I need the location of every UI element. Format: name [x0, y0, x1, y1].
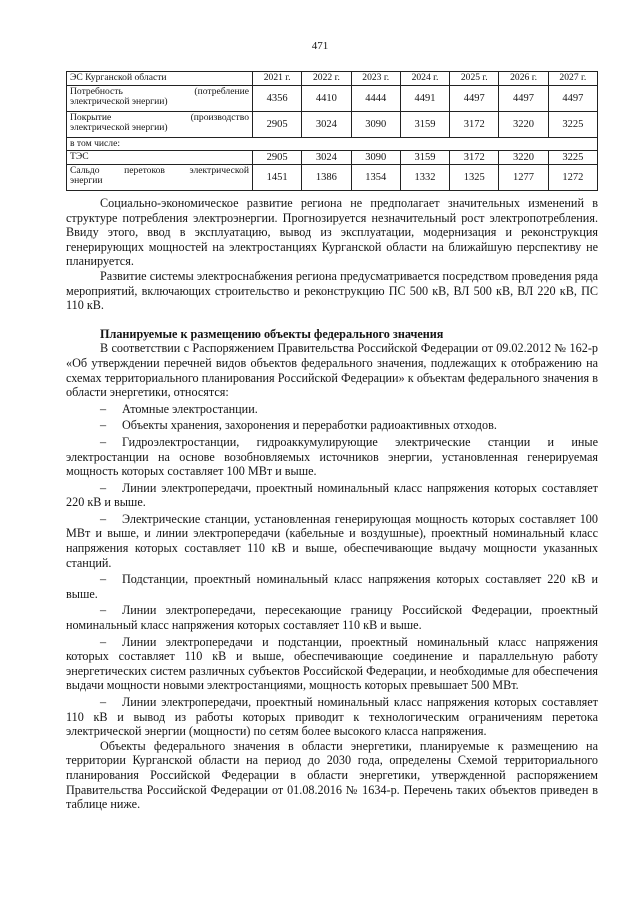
energy-balance-table: [66, 71, 598, 191]
label-part: Сальдо: [70, 165, 100, 177]
table-cell: 2905: [253, 112, 302, 138]
list-item-text: Электрические станции, установленная генерирующая мощность которых составляет 100 МВт и выше, и линии электропередачи (кабельные и воздушные), проектный номинальный класс напряжения которых составляет 110 кВ и выше, обеспечивающие выдачу мощности указанных станций.: [66, 511, 598, 570]
table-cell: 3024: [302, 151, 351, 165]
list-item-text: Линии электропередачи, проектный номинальный класс напряжения которых составляет 110 кВ и вывод из работы которых приводит к технологическим ограничениям перетока электрической энергии (мощности) по сетям более высокого класса напряжения.: [66, 695, 598, 739]
list-marker: –: [100, 634, 107, 649]
label-part: (производство: [190, 112, 249, 123]
document-body: [66, 196, 598, 812]
table-row: [67, 86, 598, 112]
table-cell: 3220: [499, 112, 548, 138]
table-cell: 4410: [302, 86, 351, 112]
table-cell: 4491: [400, 86, 449, 112]
table-row: [67, 165, 598, 191]
paragraph: Объекты федерального значения в области энергетики, планируемые к размещению на территории Курганской области на период до 2030 года, определены Схемой территориального планирования Российской Федерации в области энергетики, утвержденной распоряжением Правительства Российской Федерации от 01.08.2016 № 1634-р. Перечень таких объектов приведен в таблице ниже.: [66, 738, 598, 812]
list-item-text: Линии электропередачи, проектный номинальный класс напряжения которых составляет 220 кВ и выше.: [66, 480, 598, 510]
list-marker: –: [100, 434, 107, 449]
table-cell: 4497: [499, 86, 548, 112]
table-header-year: 2025 г.: [450, 72, 499, 86]
list-item: [66, 603, 598, 632]
table-cell: 2905: [253, 151, 302, 165]
table-row-label: [67, 86, 253, 112]
list-item: [66, 481, 598, 510]
list-item: [66, 572, 598, 601]
list-marker: –: [100, 418, 107, 433]
label-part: Потребность: [70, 86, 123, 97]
table-cell: 3159: [400, 151, 449, 165]
table-row: [67, 151, 598, 165]
federal-objects-list: [66, 402, 598, 739]
table-header-year: 2026 г.: [499, 72, 548, 86]
table-row-label: ТЭС: [67, 151, 253, 165]
list-marker: –: [100, 480, 107, 495]
list-item-text: Атомные электростанции.: [122, 401, 258, 416]
list-item-text: Линии электропередачи и подстанции, проектный номинальный класс напряжения которых составляет 110 кВ и выше, обеспечивающие соединение и параллельную работу энергетических систем различных субъектов Российской Федерации, и необходимые для обеспечения выдачи мощности новыми электростанциями, мощность которых превышает 500 МВт.: [66, 634, 598, 693]
table-row: [67, 112, 598, 138]
table-row-label: [67, 112, 253, 138]
table-cell: 3090: [351, 151, 400, 165]
table-cell: 3090: [351, 112, 400, 138]
list-item: [66, 635, 598, 693]
table-cell: 1277: [499, 165, 548, 191]
list-marker: –: [100, 401, 107, 416]
table-header-label: ЭС Курганской области: [67, 72, 253, 86]
list-item: [66, 402, 598, 417]
label-part: электрической энергии): [70, 96, 168, 108]
page-number: 471: [311, 40, 329, 52]
label-part: электрической: [189, 165, 249, 177]
table-header-year: 2023 г.: [351, 72, 400, 86]
section-heading: Планируемые к размещению объекты федерального значения: [100, 326, 444, 341]
table-cell: 3225: [548, 112, 597, 138]
table-cell: 3220: [499, 151, 548, 165]
label-part: (потребление: [194, 86, 249, 97]
table-cell: 4497: [450, 86, 499, 112]
table-header-year: 2024 г.: [400, 72, 449, 86]
table-cell: 3024: [302, 112, 351, 138]
list-item-text: Гидроэлектростанции, гидроаккумулирующие электрические станции и иные электростанции на основе возобновляемых источников энергии, установленная генерируемая мощность которых составляет 100 МВт и выше.: [66, 434, 598, 479]
table-header-year: 2027 г.: [548, 72, 597, 86]
list-marker: –: [100, 603, 107, 618]
list-marker: –: [100, 511, 107, 526]
table-cell: 3159: [400, 112, 449, 138]
table-cell: 4444: [351, 86, 400, 112]
table-row: [67, 138, 598, 151]
table-header-year: 2021 г.: [253, 72, 302, 86]
paragraph: Развитие системы электроснабжения региона предусматривается посредством проведения ряда мероприятий, включающих строительство и реконструкцию ПС 500 кВ, ВЛ 500 кВ, ВЛ 220 кВ, ПС 110 кВ.: [66, 268, 598, 313]
list-marker: –: [100, 572, 107, 587]
label-part: перетоков: [124, 165, 165, 177]
label-part: электрической энергии): [70, 122, 168, 134]
list-item: [66, 695, 598, 739]
table-row-label: в том числе:: [67, 138, 598, 151]
paragraph: В соответствии с Распоряжением Правительства Российской Федерации от 09.02.2012 № 162-р «Об утверждении перечней видов объектов федерального значения, подлежащих к отображению на схемах территориального планирования Российской Федерации» к объектам федерального значения в области энергетики, относятся:: [66, 341, 598, 400]
list-item-text: Объекты хранения, захоронения и переработки радиоактивных отходов.: [122, 418, 497, 433]
table-cell: 1451: [253, 165, 302, 191]
paragraph: Социально-экономическое развитие региона не предполагает значительных изменений в структуре потребления электроэнергии. Прогнозируется незначительный рост электропотребления. Ввиду этого, ввод в эксплуатацию, вывод из эксплуатации, модернизация и реконструкция генерирующих мощностей на электростанциях Курганской области на ближайшую перспективу не планируется.: [66, 196, 598, 269]
list-item: [66, 418, 598, 433]
table-cell: 1332: [400, 165, 449, 191]
list-marker: –: [100, 695, 107, 709]
table-header-row: [67, 72, 598, 86]
table-cell: 1354: [351, 165, 400, 191]
table-cell: 4356: [253, 86, 302, 112]
table-cell: 3172: [450, 151, 499, 165]
table-cell: 4497: [548, 86, 597, 112]
table-cell: 1272: [548, 165, 597, 191]
list-item: [66, 435, 598, 479]
list-item-text: Подстанции, проектный номинальный класс напряжения которых составляет 220 кВ и выше.: [66, 572, 598, 601]
table-header-year: 2022 г.: [302, 72, 351, 86]
table-cell: 1386: [302, 165, 351, 191]
label-part: энергии: [70, 175, 103, 187]
table-row-label: [67, 165, 253, 191]
table-cell: 1325: [450, 165, 499, 191]
list-item-text: Линии электропередачи, пересекающие границу Российской Федерации, проектный номинальный класс напряжения которых составляет 110 кВ и выше.: [66, 603, 598, 633]
label-part: Покрытие: [70, 112, 112, 123]
table-cell: 3225: [548, 151, 597, 165]
table-cell: 3172: [450, 112, 499, 138]
list-item: [66, 512, 598, 570]
